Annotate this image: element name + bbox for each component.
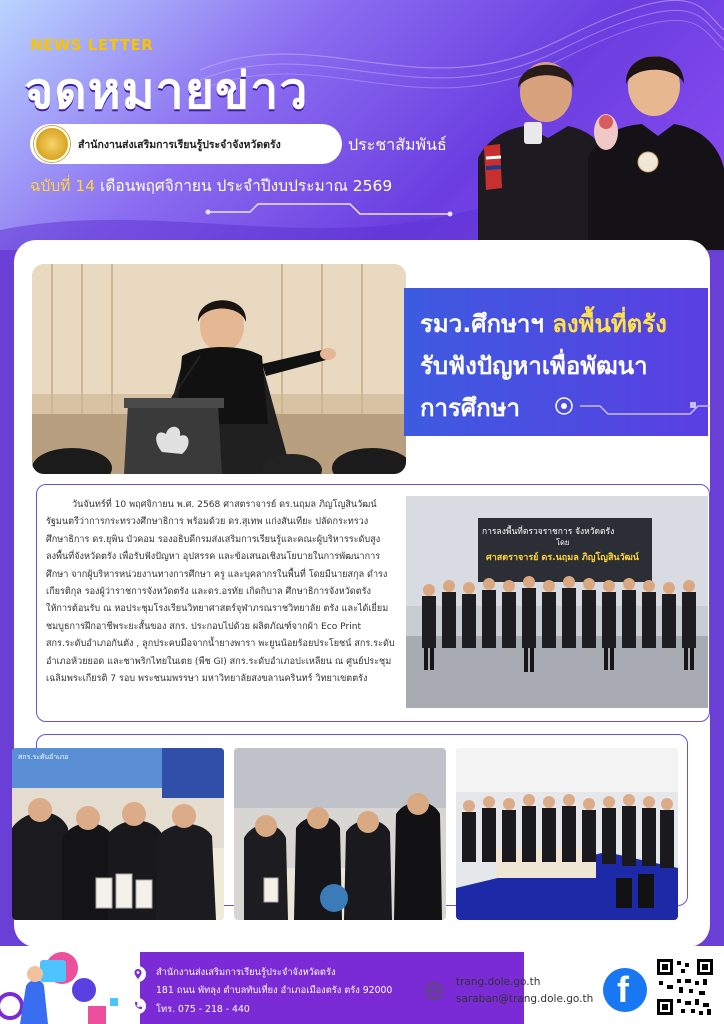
gallery-photo-2-drawing [234,748,446,920]
group-photo [406,496,708,708]
banner-line-3: ศาสตราจารย์ ดร.นฤมล ภิญโญสินวัฒน์ [486,553,639,563]
banner-line-2: โดย [556,538,570,547]
article-body: วันจันทร์ที่ 10 พฤศจิกายน พ.ศ. 2568 ศาสตราจารย์ ดร.นฤมล ภิญโญสินวัฒน์ รัฐมนตรีว่าการกระทรวงศึกษาธิการ พร้อมด้วย ดร.สุเทพ แก่งสันเทียะ ปลัดกระทรวงศึกษาธิการ ดร.ยุพิน บัวคอม รองอธิบดีกรมส่งเสริมการเรียนรู้และคณะผู้บริหารระดับสูง ลงพื้นที่จังหวัดตรัง เพื่อรับฟังปัญหา อุปสรรค และข้อเสนอเชิงนโยบายในการพัฒนาการศึกษา จากผู้บริหารหน่วยงานทางการศึกษา ครู และบุคลากรในพื้นที่ โดยมีนายสกุล ดำรงเกียรติกุล รองผู้ว่าราชการจังหวัดตรัง และดร.อรทัย เกิดกิบาล ศึกษาธิการจังหวัดตรัง ให้การต้อนรับ ณ หอประชุมโรงเรียนวิทยาศาสตร์จุฬาภรณราชวิทยาลัย ตรัง และได้เยี่ยมชมบูธการฝึกอาชีพระยะสั้นของ สกร. ประกอบไปด้วย ผลิตภัณฑ์จากผ้า Eco Print สกร.ระดับอำเภอกันตัง , ลูกประคบมือจากน้ำยางพารา พะยูนน้อยร้อยประโยชน์ สกร.ระดับอำเภอห้วยยอด และชาพริกไทยในเตย (พืช GI) สกร.ระดับอำเภอปะเหลียน ณ ศูนย์ประชุมเฉลิมพระเกียรติ 7 รอบ พระชนมพรรษา มหาวิทยาลัยสงขลานครินทร์ วิทยาเขตตรัง [46,500,395,685]
issue-line [30,173,392,198]
agency-seal-icon [34,126,70,162]
header-banner [0,0,724,250]
qr-code [655,957,715,1017]
masthead-title: จดหมายข่าว [24,63,309,119]
location-pin-icon [130,966,146,982]
newsletter-kicker: NEWS LETTER [30,36,154,54]
header-photo [478,38,724,250]
footer-illustration [0,946,140,1024]
gallery-photo-1 [12,748,224,920]
footer-office: สำนักงานส่งเสริมการเรียนรู้ประจำจังหวัดตรัง [156,967,336,978]
footer-address: 181 ถนน พัทลุง ตำบลทับเที่ยง อำเภอเมืองตรัง ตรัง 92000 [156,985,393,996]
agency-name: สำนักงานส่งเสริมการเรียนรู้ประจำจังหวัดตรัง [78,138,281,151]
gallery-photo-2 [234,748,446,920]
issue-number: ฉบับที่ 14 [30,177,96,195]
circuit-line-decoration [580,396,710,420]
feature-photo [32,264,406,474]
agency-bar [30,124,342,164]
issue-date: เดือนพฤศจิกายน ประจำปีงบประมาณ 2569 [100,177,393,195]
footer-illustration-drawing [0,946,140,1024]
gallery-photo-3 [456,748,678,920]
globe-icon [425,982,443,1000]
headline-line-3: การศึกษา [420,394,520,422]
phone-icon [130,998,146,1014]
footer-phone: โทร. 075 - 218 - 440 [156,1004,250,1015]
website-link[interactable]: trang.dole.go.th [456,976,541,988]
facebook-icon[interactable] [603,968,647,1012]
gallery-photo-3-drawing [456,748,678,920]
gallery-photo-1-drawing [12,748,224,920]
headline-highlight: ลงพื้นที่ตรัง [552,310,667,338]
banner-line-1: การลงพื้นที่ตรวจราชการ จังหวัดตรัง [482,527,615,537]
headline-minister: รมว.ศึกษาฯ [420,310,553,338]
target-icon [554,396,574,416]
facebook-glyph: f [617,969,629,1010]
headline-line-2: รับฟังปัญหาเพื่อพัฒนา [420,352,648,380]
headline-line-1 [420,304,667,343]
section-label: ประชาสัมพันธ์ [348,135,447,154]
gallery-booth-sign: สกร.ระดับอำเภอ [18,753,69,761]
email-link[interactable]: saraban@trang.dole.go.th [456,993,594,1005]
